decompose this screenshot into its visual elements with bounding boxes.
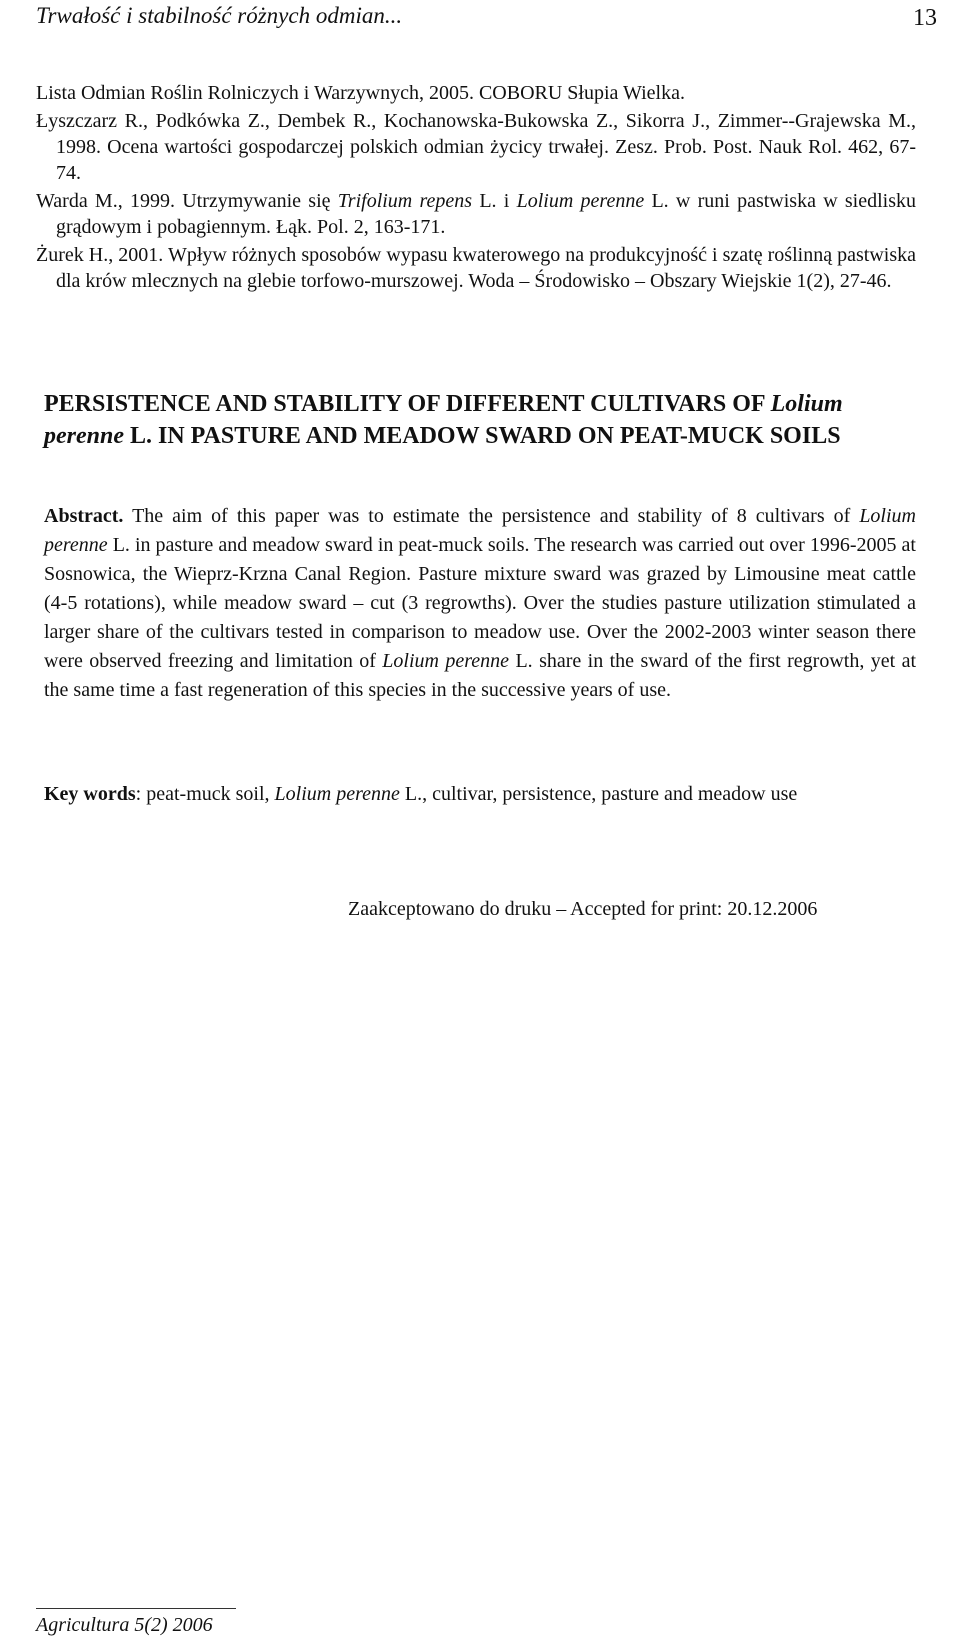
footer-rule [36,1608,236,1609]
reference-item: Łyszczarz R., Podkówka Z., Dembek R., Kochanowska-Bukowska Z., Sikorra J., Zimmer--Grajewska M., 1998. Ocena wartości gospodarczej polskich odmian życicy trwałej. Zesz. Prob. Post. Nauk Rol. 462, 67-74. [36,110,916,184]
reference-item: Żurek H., 2001. Wpływ różnych sposobów wypasu kwaterowego na produkcyjność i szatę roślinną pastwiska dla krów mlecznych na glebie torfowo-murszowej. Woda – Środowisko – Obszary Wiejskie 1(2), 27-46. [36,244,916,292]
species-name: Lolium perenne [44,505,916,556]
keywords-label: Key words [44,783,136,805]
abstract-text: L. share in the sward of the first regrowth, yet at the same time a fast regeneration of this species in the successive years of use. [44,650,917,701]
reference-item [36,188,916,240]
species-name: Lolium perenne [382,650,510,672]
species-name: Lolium perenne [44,391,843,449]
title-text: L. IN PASTURE AND MEADOW SWARD ON PEAT-MUCK SOILS [124,423,841,449]
species-name: Lolium perenne [516,190,645,212]
accepted-date: Zaakceptowano do druku – Accepted for print: 20.12.2006 [348,898,818,920]
reference-list [36,80,916,296]
page-number: 13 [913,5,937,31]
abstract-text: The aim of this paper was to estimate the persistence and stability of 8 cultivars of [123,505,860,527]
reference-text: Warda M., 1999. Utrzymywanie się [36,190,338,212]
journal-footer: Agricultura 5(2) 2006 [36,1614,213,1636]
english-title [44,388,924,452]
species-name: Lolium perenne [274,783,400,805]
abstract-text: L. in pasture and meadow sward in peat-muck soils. The research was carried out over 1996-2005 at Sosnowica, the Wieprz-Krzna Canal Region. Pasture mixture sward was grazed by Limousine meat cattle (4-5 rotations), while meadow sward – cut (3 regrowths). Over the studies pasture utilization stimulated a larger share of the cultivars tested in comparison to meadow use. Over the 2002-2003 winter season there were observed freezing and limitation of [44,534,916,672]
abstract [44,502,916,705]
keywords [44,780,916,809]
running-title: Trwałość i stabilność różnych odmian... [36,3,403,28]
reference-text: L. i [472,190,517,212]
species-name: Trifolium repens [337,190,473,212]
reference-text: L. w runi pastwiska w siedlisku grądowym i pobagiennym. Łąk. Pol. 2, 163-171. [56,190,916,238]
keywords-text: : peat-muck soil, [135,783,275,805]
title-text: PERSISTENCE AND STABILITY OF DIFFERENT CULTIVARS OF [44,391,771,417]
reference-item: Lista Odmian Roślin Rolniczych i Warzywnych, 2005. COBORU Słupia Wielka. [36,82,685,104]
keywords-text: L., cultivar, persistence, pasture and meadow use [399,783,798,805]
abstract-label: Abstract. [44,505,124,527]
